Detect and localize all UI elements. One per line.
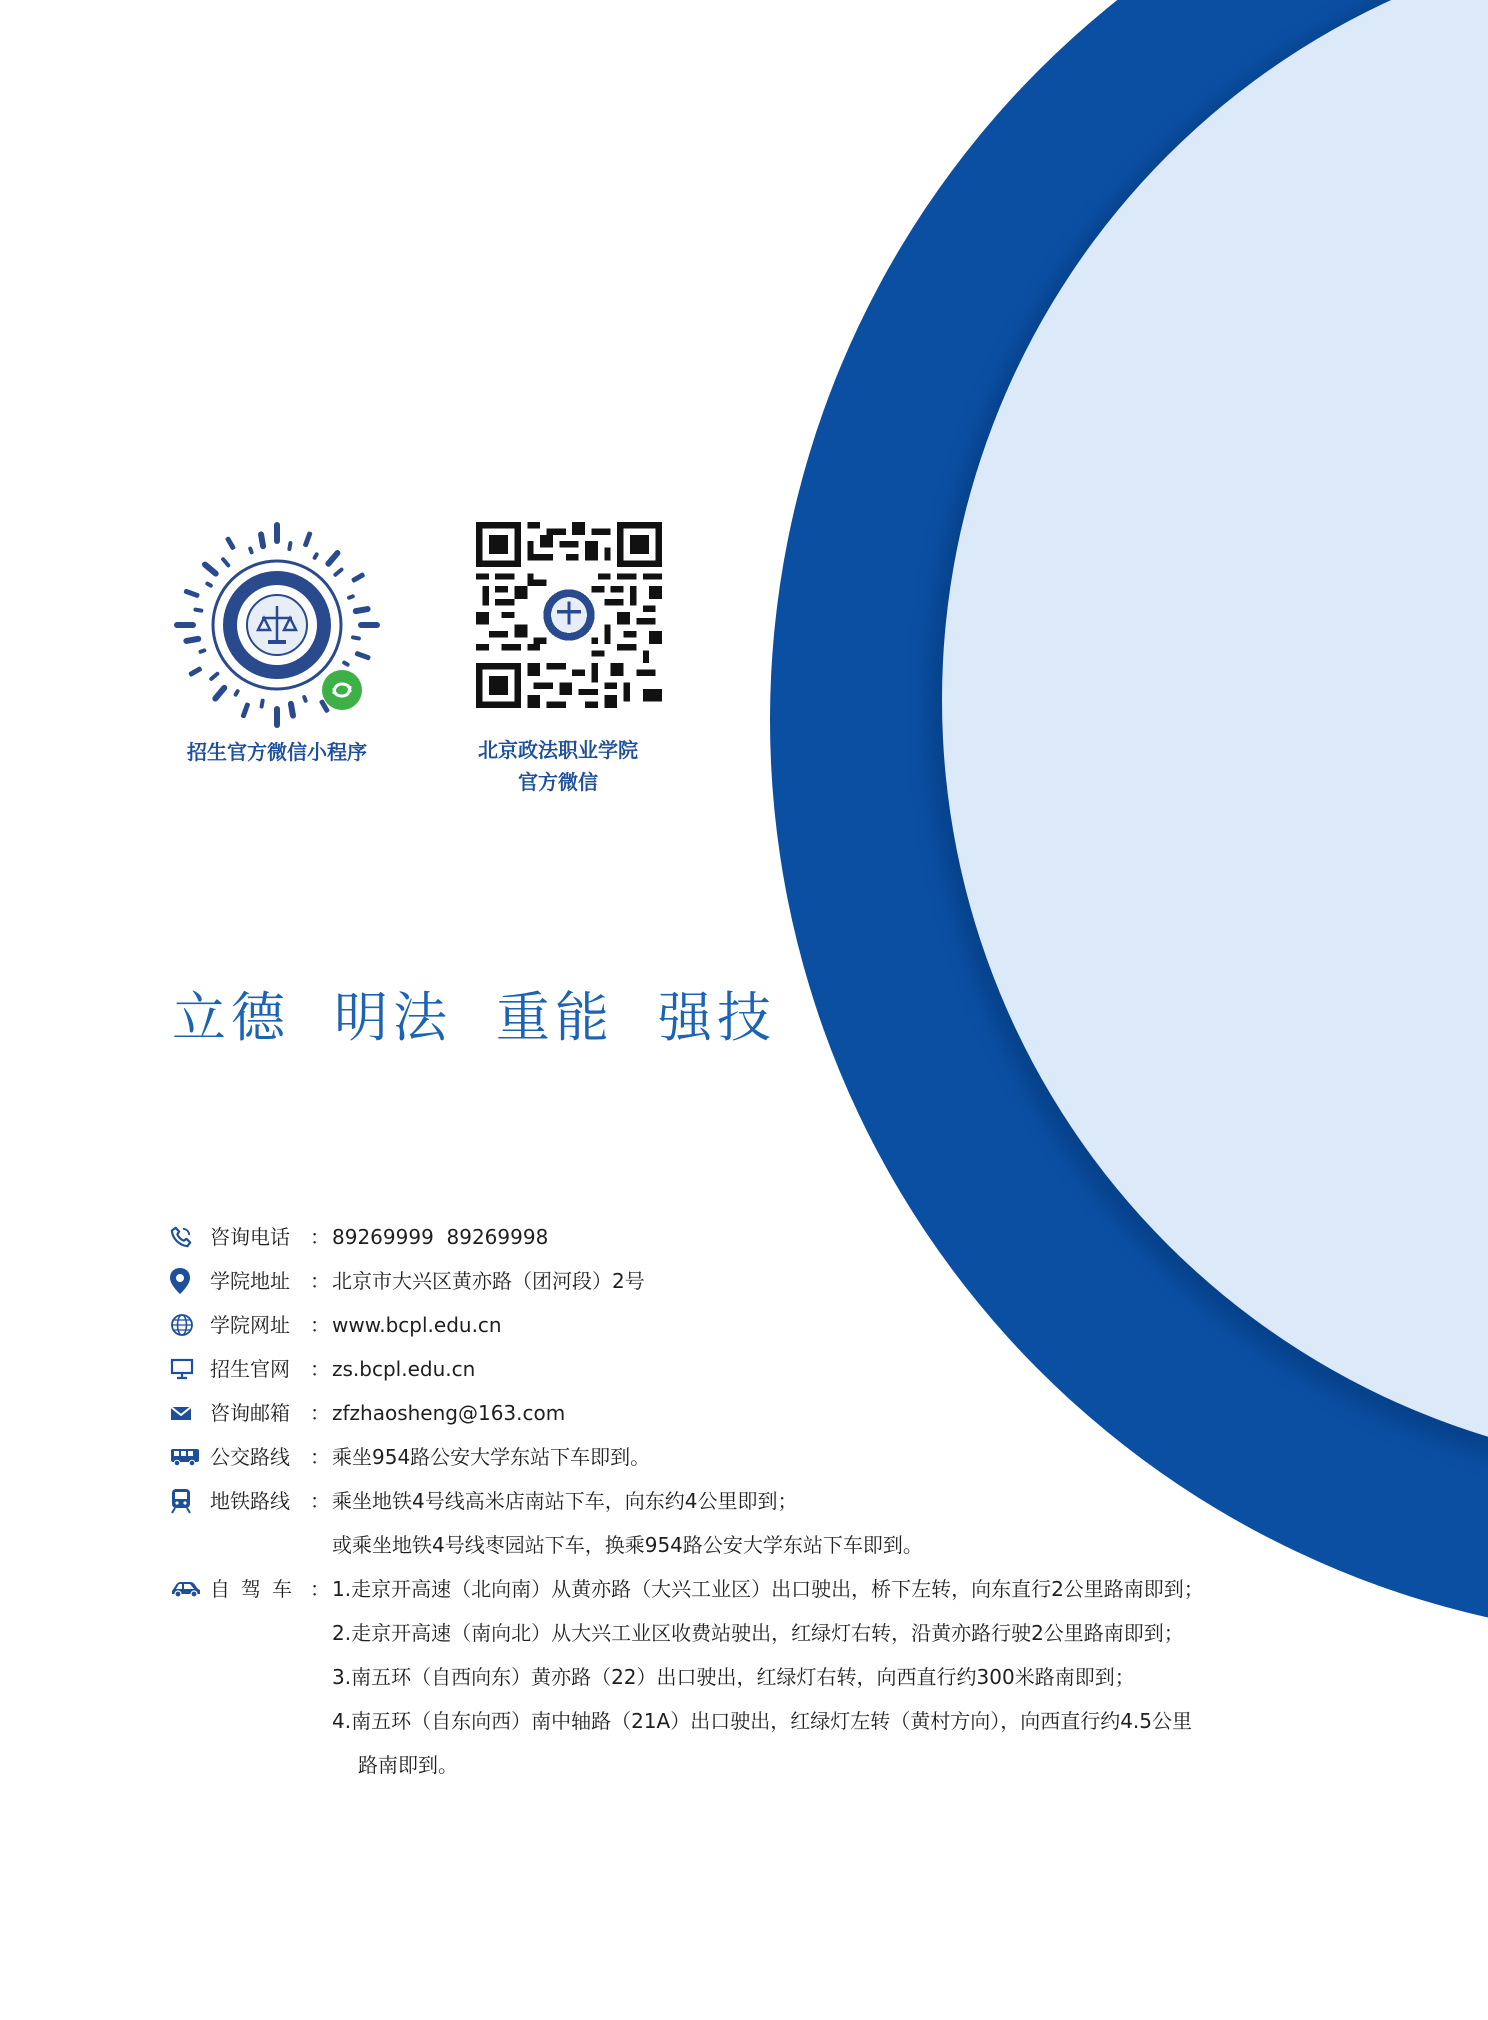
official-wechat-qr-block (443, 522, 673, 798)
drive-continuation-2 (170, 1618, 1340, 1662)
drive-continuation-4 (170, 1706, 1340, 1750)
contact-bus-row: 公交路线 ： 乘坐954路公安大学东站下车即到。 (170, 1442, 1340, 1486)
subway-line-1: 乘坐地铁4号线高米店南站下车，向东约4公里即到； (332, 1489, 798, 1513)
location-pin-icon (170, 1266, 210, 1296)
phone-value: 89269999 89269998 (332, 1225, 549, 1249)
email-label: 咨询邮箱 (210, 1401, 290, 1425)
bus-value: 乘坐954路公安大学东站下车即到。 (332, 1445, 651, 1469)
bus-label: 公交路线 (210, 1445, 290, 1469)
website-value[interactable]: www.bcpl.edu.cn (332, 1313, 502, 1337)
admissions-value[interactable]: zs.bcpl.edu.cn (332, 1357, 476, 1381)
phone-icon (170, 1222, 210, 1252)
bus-icon (170, 1442, 210, 1472)
monitor-icon (170, 1354, 210, 1384)
drive-label: 自驾车 (210, 1577, 303, 1601)
envelope-icon (170, 1398, 210, 1428)
school-motto (172, 975, 776, 1052)
address-label: 学院地址 (210, 1269, 290, 1293)
contact-email-row: 咨询邮箱 ： zfzhaosheng@163.com (170, 1398, 1340, 1442)
website-label: 学院网址 (210, 1313, 290, 1337)
mini-program-qr-block (170, 518, 384, 768)
admissions-label: 招生官网 (210, 1357, 290, 1381)
drive-continuation-5 (170, 1750, 1340, 1794)
motto-word-4: 强技 (658, 986, 776, 1049)
qr-code-icon (476, 522, 662, 708)
subway-continuation (170, 1530, 1340, 1574)
motto-word-1: 立德 (172, 986, 290, 1049)
contact-address-row: 学院地址 ： 北京市大兴区黄亦路（团河段）2号 (170, 1266, 1340, 1310)
drive-line-5: 路南即到。 (358, 1753, 458, 1777)
drive-line-1: 1.走京开高速（北向南）从黄亦路（大兴工业区）出口驶出，桥下左转，向东直行2公里路南即到； (332, 1577, 1204, 1601)
official-wechat-caption-2: 官方微信 (518, 770, 598, 794)
contact-drive-row: 自驾车 ： 1.走京开高速（北向南）从黄亦路（大兴工业区）出口驶出，桥下左转，向东直行2公里路南即到； (170, 1574, 1340, 1618)
globe-icon (170, 1310, 210, 1340)
motto-word-2: 明法 (334, 986, 452, 1049)
subway-label: 地铁路线 (210, 1489, 290, 1513)
subway-icon (170, 1486, 210, 1516)
drive-line-3: 3.南五环（自西向东）黄亦路（22）出口驶出，红绿灯右转，向西直行约300米路南即到； (332, 1665, 1135, 1689)
contact-phone-row: 咨询电话 ： 89269999 89269998 (170, 1222, 1340, 1266)
address-value: 北京市大兴区黄亦路（团河段）2号 (332, 1269, 645, 1293)
drive-line-2: 2.走京开高速（南向北）从大兴工业区收费站驶出，红绿灯右转，沿黄亦路行驶2公里路南即到； (332, 1621, 1184, 1645)
drive-continuation-3 (170, 1662, 1340, 1706)
contact-admissions-row: 招生官网 ： zs.bcpl.edu.cn (170, 1354, 1340, 1398)
motto-word-3: 重能 (496, 986, 614, 1049)
mini-program-code-icon (170, 518, 384, 732)
official-wechat-caption-1: 北京政法职业学院 (478, 738, 638, 762)
contact-subway-row: 地铁路线 ： 乘坐地铁4号线高米店南站下车，向东约4公里即到； (170, 1486, 1340, 1530)
email-value[interactable]: zfzhaosheng@163.com (332, 1401, 566, 1425)
phone-label: 咨询电话 (210, 1225, 290, 1249)
car-icon (170, 1574, 210, 1604)
contact-info (170, 1222, 1340, 1794)
contact-website-row: 学院网址 ： www.bcpl.edu.cn (170, 1310, 1340, 1354)
drive-line-4: 4.南五环（自东向西）南中轴路（21A）出口驶出，红绿灯左转（黄村方向），向西直行约4.5公里 (332, 1709, 1193, 1733)
mini-program-caption: 招生官方微信小程序 (187, 740, 367, 764)
subway-line-2: 或乘坐地铁4号线枣园站下车，换乘954路公安大学东站下车即到。 (332, 1533, 923, 1557)
